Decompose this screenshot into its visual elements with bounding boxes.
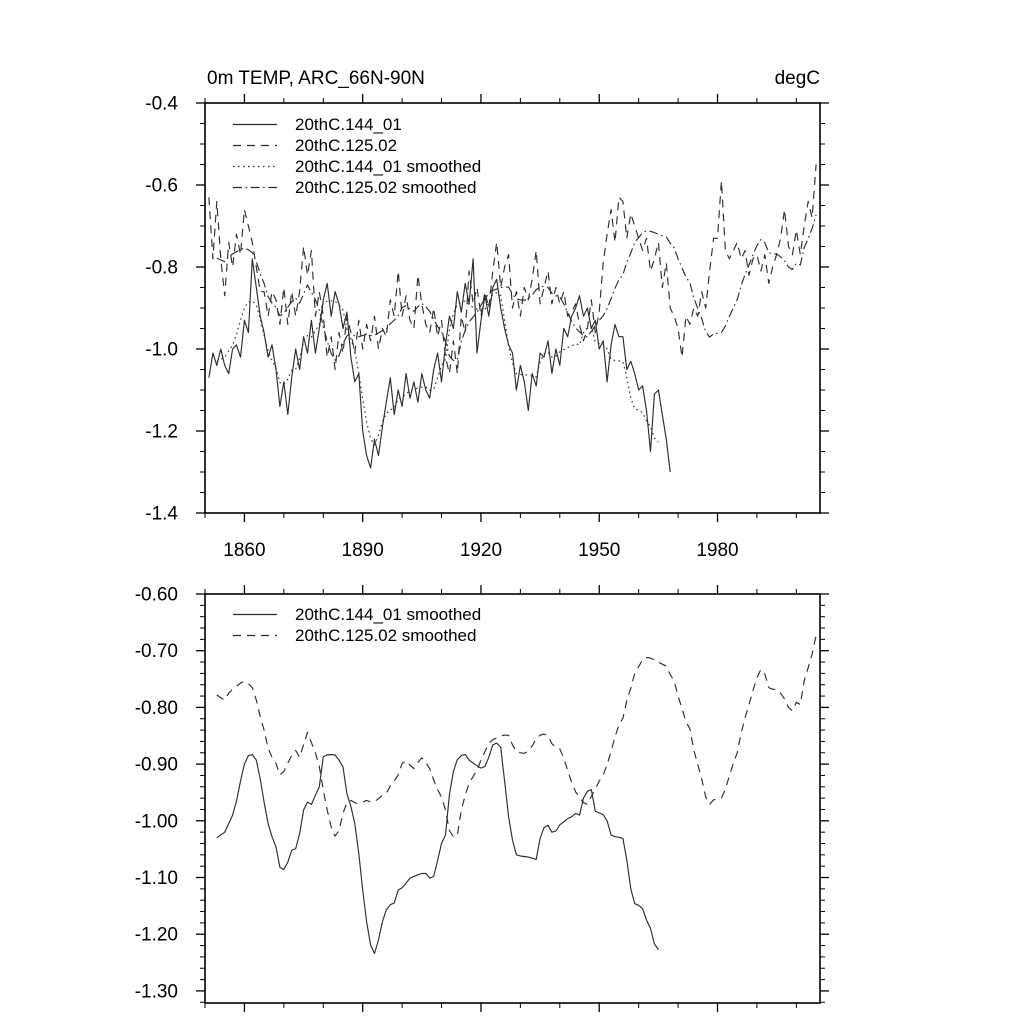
- x-tick-label: 1890: [341, 540, 384, 561]
- legend-label-144-01-smoothed: 20thC.144_01 smoothed: [295, 157, 482, 176]
- y-tick-label: -0.70: [134, 641, 178, 663]
- legend-label-125-02-smoothed: 20thC.125.02 smoothed: [295, 178, 477, 197]
- y-tick-label: -0.90: [134, 754, 178, 776]
- legend-label-144-01: 20thC.144_01: [295, 115, 402, 134]
- series-20thc-144-01-smoothed: [217, 743, 659, 953]
- y-tick-label: -1.20: [134, 924, 178, 946]
- series-20thc-144-01-smoothed: [217, 293, 659, 445]
- y-tick-label: -0.60: [134, 584, 178, 606]
- y-tick-label: -1.30: [134, 981, 178, 1003]
- legend-bottom-panel: [233, 605, 481, 645]
- x-tick-label: 1860: [223, 540, 266, 561]
- x-tick-label: 1950: [578, 540, 621, 561]
- plot-frame: [205, 594, 820, 1003]
- page-title: 0m TEMP, ARC_66N-90N: [207, 68, 425, 89]
- units-label: degC: [774, 68, 820, 89]
- y-tick-label: -1.4: [145, 503, 178, 525]
- series-20thc-125-02-smoothed: [217, 215, 816, 361]
- legend-label-125-02: 20thC.125.02: [295, 136, 398, 155]
- y-tick-label: -1.2: [145, 421, 178, 443]
- x-tick-label: 1980: [696, 540, 739, 561]
- series-20thc-125-02-smoothed: [217, 635, 816, 836]
- legend-label-125-02-smoothed: 20thC.125.02 smoothed: [295, 626, 477, 645]
- legend-label-144-01-smoothed: 20thC.144_01 smoothed: [295, 605, 482, 624]
- y-tick-label: -0.80: [134, 697, 178, 719]
- legend-top-panel: [233, 115, 481, 197]
- y-tick-label: -0.4: [145, 93, 178, 115]
- top-panel: [145, 94, 829, 562]
- y-tick-label: -0.6: [145, 175, 178, 197]
- x-tick-label: 1920: [459, 540, 503, 561]
- y-tick-label: -1.00: [134, 811, 178, 833]
- y-tick-label: -1.10: [134, 868, 178, 890]
- y-tick-label: -0.8: [145, 257, 178, 279]
- bottom-panel: [135, 585, 829, 1013]
- y-tick-label: -1.0: [145, 339, 178, 361]
